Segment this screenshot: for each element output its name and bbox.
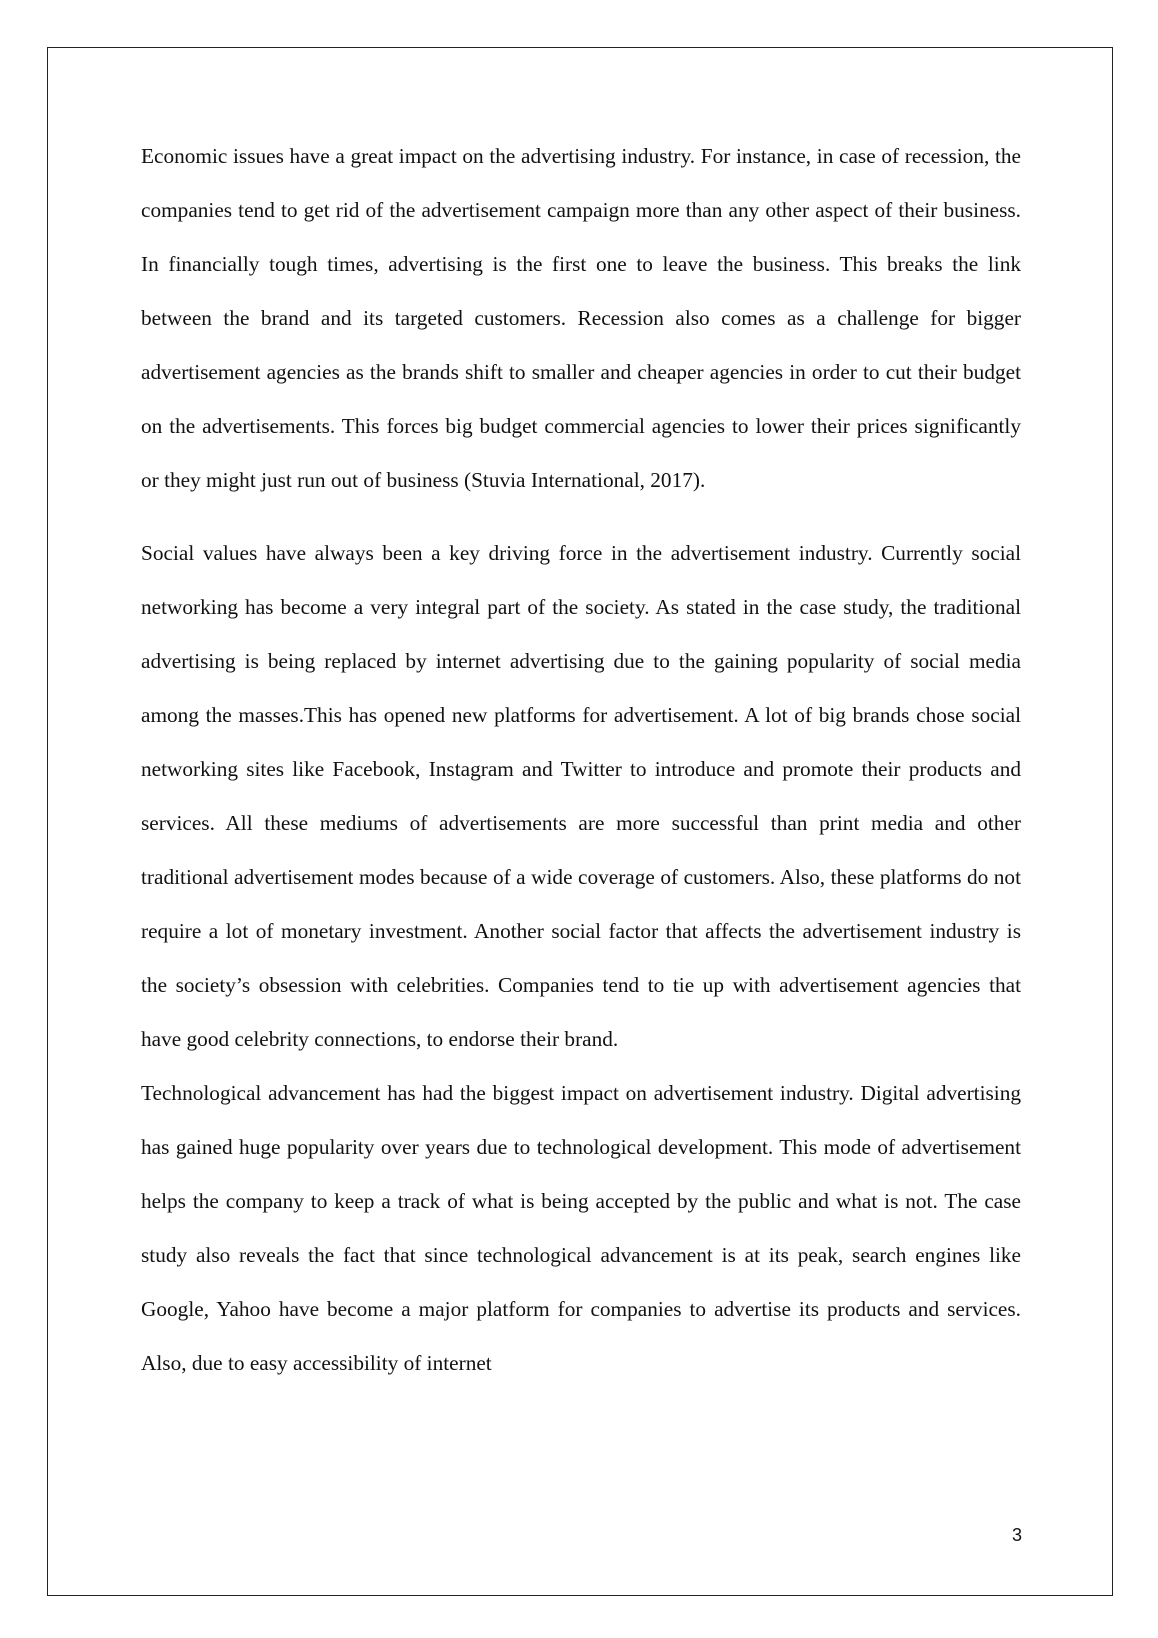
document-body xyxy=(141,129,1021,1390)
paragraph-technological-advancement: Technological advancement has had the biggest impact on advertisement industry. Digital advertising has gained huge popularity over years due to technological development. This mode of advertisement helps the company to keep a track of what is being accepted by the public and what is not. The case study also reveals the fact that since technological advancement is at its peak, search engines like Google, Yahoo have become a major platform for companies to advertise its products and services. Also, due to easy accessibility of internet xyxy=(141,1081,1021,1375)
paragraph-economic-issues: Economic issues have a great impact on the advertising industry. For instance, in case of recession, the companies tend to get rid of the advertisement campaign more than any other aspect of their business. In financially tough times, advertising is the first one to leave the business. This breaks the link between the brand and its targeted customers. Recession also comes as a challenge for bigger advertisement agencies as the brands shift to smaller and cheaper agencies in order to cut their budget on the advertisements. This forces big budget commercial agencies to lower their prices significantly or they might just run out of business (Stuvia International, 2017). xyxy=(141,144,1021,492)
paragraph-social-values: Social values have always been a key driving force in the advertisement industry. Currently social networking has become a very integral part of the society. As stated in the case study, the traditional advertising is being replaced by internet advertising due to the gaining popularity of social media among the masses.This has opened new platforms for advertisement. A lot of big brands chose social networking sites like Facebook, Instagram and Twitter to introduce and promote their products and services. All these mediums of advertisements are more successful than print media and other traditional advertisement modes because of a wide coverage of customers. Also, these platforms do not require a lot of monetary investment. Another social factor that affects the advertisement industry is the society’s obsession with celebrities. Companies tend to tie up with advertisement agencies that have good celebrity connections, to endorse their brand. xyxy=(141,541,1021,1051)
page-number: 3 xyxy=(1011,1525,1022,1545)
